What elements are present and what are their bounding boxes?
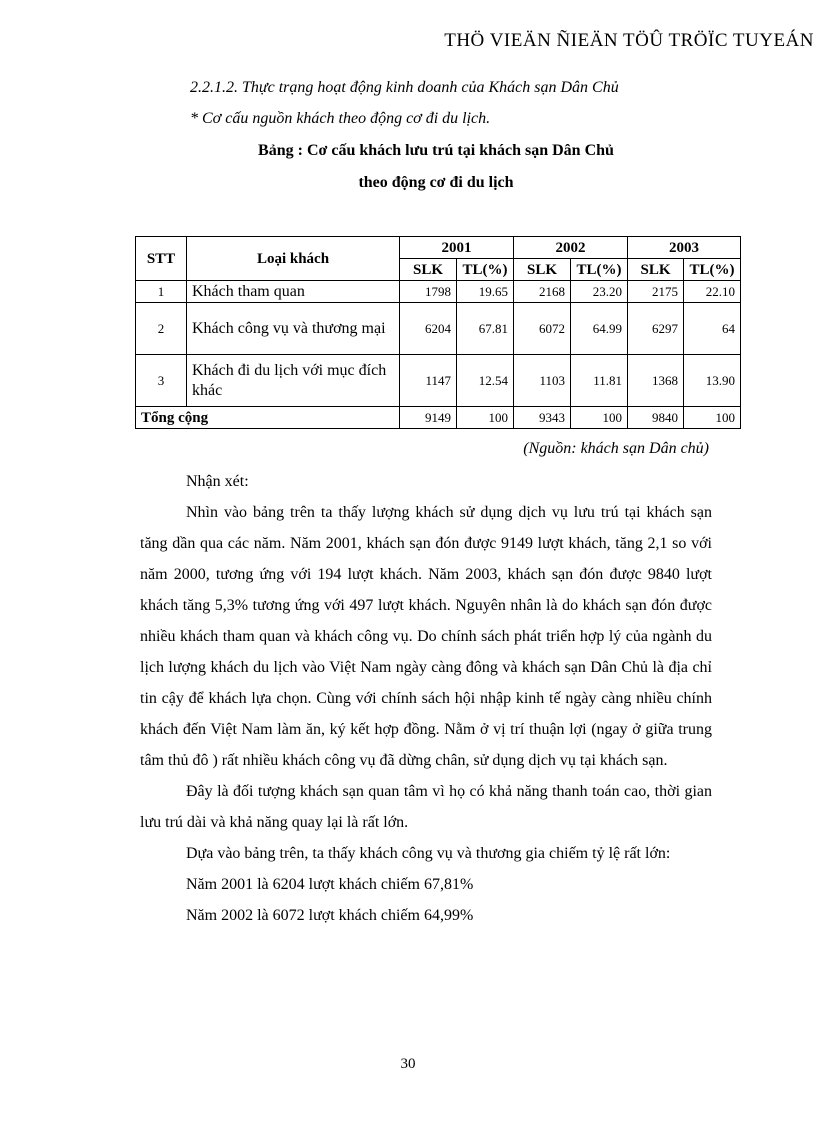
row-value: 64.99 [571, 303, 628, 355]
row-value: 11.81 [571, 355, 628, 407]
table-total-row [136, 407, 741, 429]
body-text [140, 466, 712, 931]
row-value: 67.81 [457, 303, 514, 355]
paragraph: Năm 2002 là 6072 lượt khách chiếm 64,99% [186, 907, 474, 924]
row-value: 1103 [514, 355, 571, 407]
total-value: 100 [684, 407, 741, 429]
row-guest-type: Khách đi du lịch với mục đích khác [187, 355, 400, 407]
row-value: 1147 [400, 355, 457, 407]
row-value: 12.54 [457, 355, 514, 407]
header-slk: SLK [400, 259, 457, 281]
total-value: 9149 [400, 407, 457, 429]
row-value: 23.20 [571, 281, 628, 303]
row-value: 6297 [628, 303, 684, 355]
table-header-row [136, 237, 741, 259]
table-row [136, 303, 741, 355]
row-guest-type: Khách công vụ và thương mại [187, 303, 400, 355]
row-stt: 3 [136, 355, 187, 407]
row-stt: 2 [136, 303, 187, 355]
section-subheading: * Cơ cấu nguồn khách theo động cơ đi du lịch. [190, 110, 491, 127]
table-row [136, 281, 741, 303]
row-guest-type: Khách tham quan [187, 281, 400, 303]
header-tl: TL(%) [457, 259, 514, 281]
total-label: Tổng cộng [136, 407, 400, 429]
paragraph: Nhìn vào bảng trên ta thấy lượng khách sử dụng dịch vụ lưu trú tại khách sạn tăng dần qua các năm. Năm 2001, khách sạn đón được 9149 lượt khách, tăng 2,1 so với năm 2000, tương ứng với 194 lượt khách. Năm 2003, khách sạn đón được 9840 lượt khách tăng 5,3% tương ứng với 497 lượt khách. Nguyên nhân là do khách sạn đón được nhiều khách tham quan và khách công vụ. Do chính sách phát triển hợp lý của ngành du lịch lượng khách du lịch vào Việt Nam ngày càng đông và khách sạn Dân Chủ là địa chỉ tin cậy để khách lựa chọn. Cùng với chính sách hội nhập kinh tế ngày càng nhiều chính khách đến Việt Nam làm ăn, ký kết hợp đồng. Nằm ở vị trí thuận lợi (ngay ở giữa trung tâm thủ đô ) rất nhiều khách công vụ đã dừng chân, sử dụng dịch vụ tại khách sạn. [140, 504, 712, 769]
header-tl: TL(%) [684, 259, 741, 281]
section-heading: 2.2.1.2. Thực trạng hoạt động kinh doanh của Khách sạn Dân Chủ [190, 79, 619, 96]
total-value: 100 [457, 407, 514, 429]
header-year-2001: 2001 [400, 237, 514, 259]
total-value: 9840 [628, 407, 684, 429]
total-value: 9343 [514, 407, 571, 429]
row-value: 6072 [514, 303, 571, 355]
header-slk: SLK [628, 259, 684, 281]
header-stt: STT [136, 237, 187, 281]
header-year-2002: 2002 [514, 237, 628, 259]
row-value: 1368 [628, 355, 684, 407]
row-stt: 1 [136, 281, 187, 303]
library-header: THÖ VIEÄN ÑIEÄN TÖÛ TRÖÏC TUYEÁN [444, 30, 814, 51]
header-guest-type: Loại khách [187, 237, 400, 281]
header-year-2003: 2003 [628, 237, 741, 259]
row-value: 22.10 [684, 281, 741, 303]
total-value: 100 [571, 407, 628, 429]
row-value: 2175 [628, 281, 684, 303]
row-value: 19.65 [457, 281, 514, 303]
row-value: 6204 [400, 303, 457, 355]
paragraph: Nhận xét: [186, 473, 249, 490]
table-row [136, 355, 741, 407]
paragraph: Đây là đối tượng khách sạn quan tâm vì họ có khả năng thanh toán cao, thời gian lưu trú dài và khả năng quay lại là rất lớn. [140, 783, 712, 831]
header-tl: TL(%) [571, 259, 628, 281]
page-number: 30 [400, 1056, 416, 1072]
row-value: 2168 [514, 281, 571, 303]
row-value: 64 [684, 303, 741, 355]
row-value: 13.90 [684, 355, 741, 407]
table-title-line2: theo động cơ đi du lịch [358, 174, 514, 191]
paragraph: Dựa vào bảng trên, ta thấy khách công vụ và thương gia chiếm tỷ lệ rất lớn: [186, 845, 671, 862]
guest-structure-table [135, 236, 741, 429]
row-value: 1798 [400, 281, 457, 303]
table-title-line1: Bảng : Cơ cấu khách lưu trú tại khách sạn Dân Chủ [258, 142, 614, 159]
paragraph: Năm 2001 là 6204 lượt khách chiếm 67,81% [186, 876, 474, 893]
header-slk: SLK [514, 259, 571, 281]
table-source: (Nguồn: khách sạn Dân chủ) [523, 440, 709, 457]
